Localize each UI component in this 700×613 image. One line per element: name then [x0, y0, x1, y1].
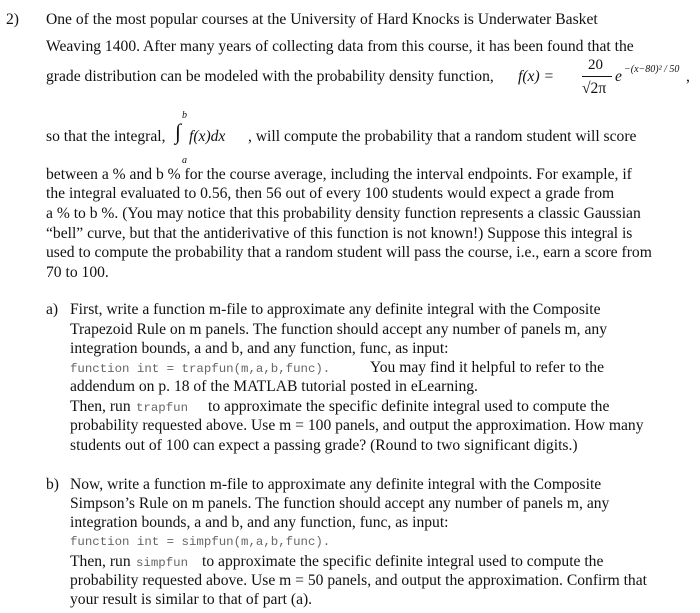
part-b-line: Now, write a function m-file to approximate any definite integral with the Composite: [70, 476, 602, 493]
part-b-run-pre: Then, run: [70, 553, 131, 570]
paragraph-line: between a % and b % for the course average, including the interval endpoints. For example, if: [46, 166, 632, 183]
part-a-line: You may find it helpful to refer to the: [370, 359, 605, 376]
part-b-label: b): [46, 476, 59, 493]
part-a-line: students out of 100 can expect a passing grade? (Round to two significant digits.): [70, 437, 578, 454]
intro-line-2: Weaving 1400. After many years of collecting data from this course, it has been found that the: [46, 38, 634, 55]
paragraph-line: used to compute the probability that a random student will pass the course, i.e., earn a score from: [46, 244, 652, 261]
paragraph-line: a % to b %. (You may notice that this probability density function represents a classic Gaussian: [46, 205, 641, 222]
exp-power: −(x−80)² / 50: [624, 64, 680, 75]
trapfun-code: trapfun: [136, 401, 189, 415]
integral-sign: ∫: [175, 119, 182, 144]
simpfun-code: simpfun: [136, 556, 189, 570]
part-b-line: your result is similar to that of part (a).: [70, 591, 313, 608]
fraction-denominator: √2π: [582, 80, 607, 97]
part-b-line: integration bounds, a and b, and any function, func, as input:: [70, 514, 449, 531]
fraction-bar: [582, 76, 612, 77]
trapfun-signature-code: function int = trapfun(m,a,b,func).: [70, 362, 331, 376]
part-b-run-post: to approximate the specific definite integral used to compute the: [202, 553, 604, 570]
part-a-line: integration bounds, a and b, and any function, func, as input:: [70, 340, 449, 357]
part-a-run-pre: Then, run: [70, 398, 131, 415]
part-a-line: First, write a function m-file to approximate any definite integral with the Composite: [70, 301, 601, 318]
intro-line-1: One of the most popular courses at the University of Hard Knocks is Underwater Basket: [46, 11, 598, 28]
formula-comma: ,: [686, 68, 690, 85]
integrand: f(x)dx: [189, 128, 226, 145]
problem-number: 2): [6, 11, 19, 28]
part-a-label: a): [46, 301, 59, 318]
intro-line-3: grade distribution can be modeled with the probability density function,: [46, 68, 494, 85]
integral-upper-bound: b: [182, 110, 187, 121]
fx-label: f(x) =: [518, 68, 555, 85]
integral-lower-bound: a: [182, 155, 187, 166]
part-b-line: Simpson’s Rule on m panels. The function should accept any number of panels m, any: [70, 495, 610, 512]
part-a-line: Trapezoid Rule on m panels. The function should accept any number of panels m, any: [70, 321, 607, 338]
exp-base: e: [615, 68, 622, 85]
part-b-line: probability requested above. Use m = 50 panels, and output the approximation. Confirm that: [70, 572, 647, 589]
part-a-run-post: to approximate the specific definite integral used to compute the: [208, 398, 610, 415]
paragraph-line: 70 to 100.: [46, 264, 109, 281]
part-a-line: probability requested above. Use m = 100 panels, and output the approximation. How many: [70, 417, 644, 434]
paragraph-line: “bell” curve, but that the antiderivative of this function is not known!) Suppose this integral is: [46, 225, 633, 242]
integral-suffix: , will compute the probability that a random student will score: [248, 128, 637, 145]
part-a-line: addendum on p. 18 of the MATLAB tutorial posted in eLearning.: [70, 378, 478, 395]
integral-prefix: so that the integral,: [46, 128, 166, 145]
simpfun-signature-code: function int = simpfun(m,a,b,func).: [70, 535, 331, 549]
paragraph-line: the integral evaluated to 0.56, then 56 out of every 100 students would expect a grade from: [46, 185, 615, 202]
fraction-numerator: 20: [588, 57, 603, 73]
